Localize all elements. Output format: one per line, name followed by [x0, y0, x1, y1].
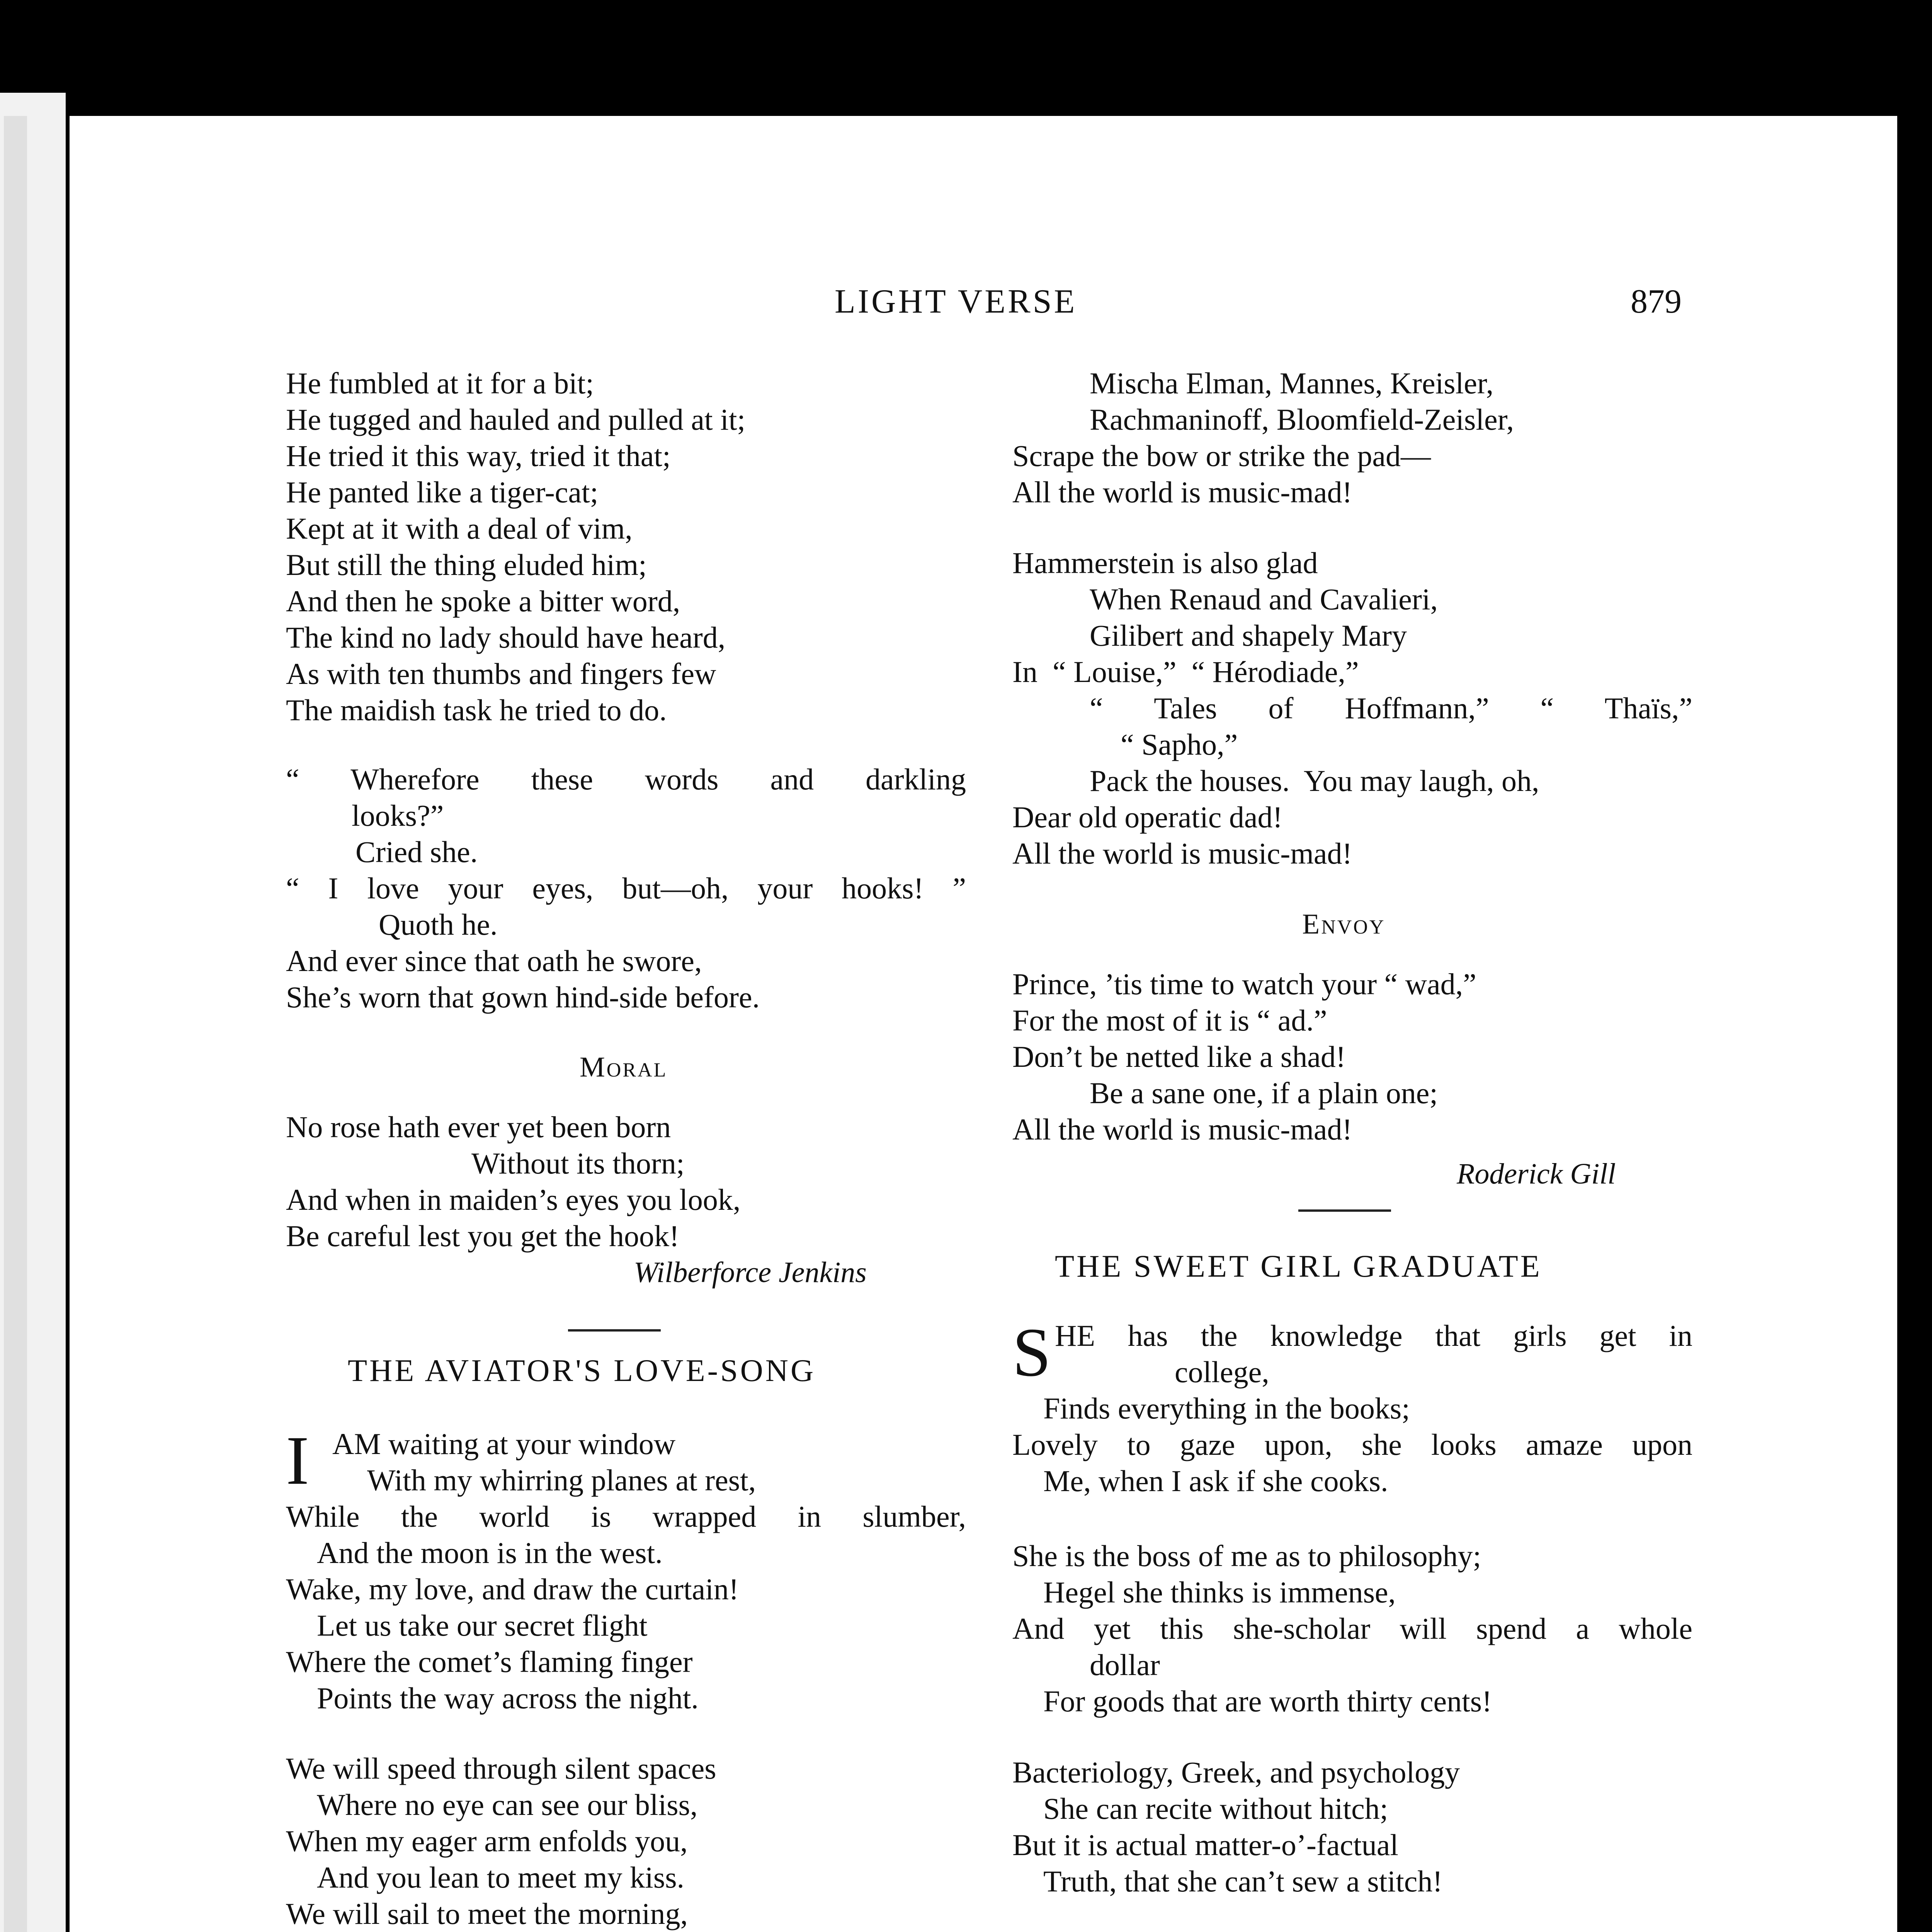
poem-line: Don’t be netted like a shad! [1012, 1040, 1346, 1073]
poem-line: Finds everything in the books; [1043, 1391, 1410, 1425]
poem-title: THE SWEET GIRL GRADUATE [1055, 1248, 1542, 1284]
poem-line: “ Wherefore these words and darkling [286, 762, 966, 796]
poem-line: Rachmaninoff, Bloomfield-Zeisler, [1090, 403, 1514, 436]
poem-line: Where the comet’s flaming finger [286, 1645, 693, 1679]
poem-line: She’s worn that gown hind-side before. [286, 980, 760, 1014]
section-divider [568, 1329, 661, 1332]
poem-line: And yet this she-scholar will spend a whole [1012, 1612, 1692, 1645]
section-heading-envoy: Envoy [1302, 908, 1386, 940]
poem-line: Be a sane one, if a plain one; [1090, 1076, 1438, 1110]
poem-line: The maidish task he tried to do. [286, 693, 667, 727]
poem-line: college, [1175, 1355, 1269, 1389]
section-divider [1298, 1209, 1391, 1212]
poem-line: But still the thing eluded him; [286, 548, 647, 582]
running-head: LIGHT VERSE [835, 283, 1077, 320]
poem-line: And when in maiden’s eyes you look, [286, 1183, 741, 1216]
poem-line: Be careful lest you get the hook! [286, 1219, 679, 1253]
poem-line: All the world is music-mad! [1012, 475, 1352, 509]
poem-line: All the world is music-mad! [1012, 837, 1352, 870]
poem-line: Hammerstein is also glad [1012, 546, 1318, 580]
poem-line: But it is actual matter-o’-factual [1012, 1828, 1399, 1862]
poem-signature: Wilberforce Jenkins [634, 1256, 867, 1289]
poem-line: With my whirring planes at rest, [367, 1463, 756, 1497]
poem-line: He tugged and hauled and pulled at it; [286, 403, 746, 436]
poem-line: Me, when I ask if she cooks. [1043, 1464, 1388, 1498]
poem-line: Quoth he. [379, 908, 498, 941]
poem-line: We will speed through silent spaces [286, 1752, 716, 1785]
poem-line: Points the way across the night. [317, 1681, 699, 1715]
poem-line: Without its thorn; [471, 1146, 685, 1180]
poem-line: She is the boss of me as to philosophy; [1012, 1539, 1481, 1573]
poem-line: She can recite without hitch; [1043, 1792, 1388, 1825]
poem-line: looks?” [352, 799, 444, 832]
poem-line: Bacteriology, Greek, and psychology [1012, 1755, 1460, 1789]
poem-line: All the world is music-mad! [1012, 1112, 1352, 1146]
poem-line: Where no eye can see our bliss, [317, 1788, 698, 1821]
poem-line: Kept at it with a deal of vim, [286, 512, 633, 545]
page-number: 879 [1631, 283, 1682, 320]
poem-line: Lovely to gaze upon, she looks amaze upon [1012, 1428, 1692, 1461]
poem-line: And you lean to meet my kiss. [317, 1861, 685, 1894]
poem-line: He panted like a tiger-cat; [286, 475, 599, 509]
section-heading-moral: Moral [580, 1051, 668, 1083]
poem-line: And then he spoke a bitter word, [286, 584, 680, 618]
poem-line: And the moon is in the west. [317, 1536, 663, 1570]
poem-line: No rose hath ever yet been born [286, 1110, 671, 1144]
poem-line: Truth, that she can’t sew a stitch! [1043, 1864, 1443, 1898]
drop-cap: I [286, 1422, 309, 1499]
poem-line: Dear old operatic dad! [1012, 800, 1283, 834]
poem-line: For goods that are worth thirty cents! [1043, 1684, 1492, 1718]
poem-line: Let us take our secret flight [317, 1609, 648, 1642]
poem-line: Gilibert and shapely Mary [1090, 619, 1407, 652]
poem-signature: Roderick Gill [1457, 1158, 1616, 1190]
poem-line: We will sail to meet the morning, [286, 1897, 688, 1930]
poem-line: When my eager arm enfolds you, [286, 1824, 688, 1858]
poem-line: He tried it this way, tried it that; [286, 439, 671, 473]
drop-cap: S [1012, 1314, 1051, 1391]
poem-line: While the world is wrapped in slumber, [286, 1500, 966, 1533]
poem-line: “ Tales of Hoffmann,” “ Thaïs,” [1090, 691, 1692, 725]
poem-line: Scrape the bow or strike the pad— [1012, 439, 1431, 473]
poem-line: Pack the houses. You may laugh, oh, [1090, 764, 1539, 798]
poem-line: HE has the knowledge that girls get in [1055, 1319, 1692, 1352]
poem-line: “ I love your eyes, but—oh, your hooks! ” [286, 871, 966, 905]
poem-line: dollar [1090, 1648, 1160, 1682]
poem-line: Cried she. [355, 835, 478, 869]
poem-line: Wake, my love, and draw the curtain! [286, 1572, 739, 1606]
poem-line: AM waiting at your window [332, 1427, 676, 1461]
poem-line: For the most of it is “ ad.” [1012, 1003, 1327, 1037]
poem-title: THE AVIATOR'S LOVE-SONG [348, 1353, 816, 1388]
poem-line: Mischa Elman, Mannes, Kreisler, [1090, 366, 1494, 400]
facing-page-shadow [4, 116, 27, 1932]
poem-line: As with ten thumbs and fingers few [286, 657, 716, 690]
poem-line: When Renaud and Cavalieri, [1090, 582, 1438, 616]
poem-line: In “ Louise,” “ Hérodiade,” [1012, 655, 1359, 689]
poem-line: He fumbled at it for a bit; [286, 366, 594, 400]
poem-line: The kind no lady should have heard, [286, 621, 726, 654]
poem-line: Prince, ’tis time to watch your “ wad,” [1012, 967, 1476, 1001]
poem-line: “ Sapho,” [1121, 728, 1238, 761]
poem-line: Hegel she thinks is immense, [1043, 1575, 1396, 1609]
poem-line: And ever since that oath he swore, [286, 944, 702, 978]
